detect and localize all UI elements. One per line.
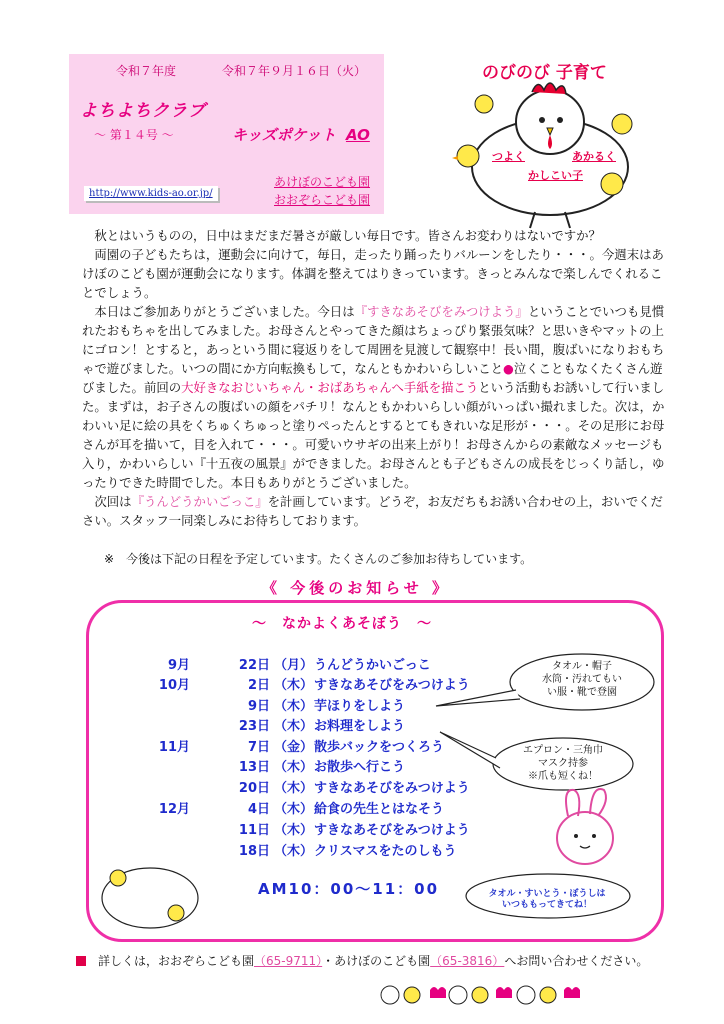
- mascot-tag-strong: つよく: [492, 150, 525, 163]
- bubble-belongings: [516, 660, 648, 699]
- row-event: うんどうかいごっこ: [314, 658, 431, 673]
- previous-theme: 大好きなおじいちゃん・おばあちゃんへ手紙を描こう: [181, 380, 479, 395]
- row-month: 9月: [167, 658, 190, 673]
- ozora-phone[interactable]: （65-9711）: [254, 954, 323, 968]
- row-event: 給食の先生とはなそう: [314, 802, 445, 817]
- report-text-a: 本日はご参加ありがとうございました。今日は: [94, 304, 355, 319]
- mascot-tag-smart: かしこい子: [528, 169, 583, 182]
- row-day: 2日: [247, 678, 270, 693]
- row-day: 18日: [238, 844, 270, 859]
- kindergarten-akebono: あけぼのこども園: [274, 175, 371, 189]
- contact-footer: [76, 952, 648, 969]
- footer-text-c: へお問い合わせください。: [504, 954, 649, 968]
- row-weekday: （月）: [274, 658, 314, 673]
- row-weekday: （木）: [274, 678, 314, 693]
- row-weekday: （木）: [274, 823, 314, 838]
- next-text-b: を計画しています。どうぞ，お友だちもお誘い合わせの上，おいでください。スタッフ一同楽しみにお待ちしております。: [82, 494, 663, 528]
- bubble-tail-2: [440, 732, 500, 768]
- kids-pocket-label: キッズポケット: [232, 126, 336, 144]
- schedule-note: ※ 今後は下記の日程を予定しています。たくさんのご参加お待ちしています。: [104, 552, 533, 566]
- website-link[interactable]: http://www.kids-ao.or.jp/: [84, 186, 218, 201]
- pink-dot-icon: ●: [503, 361, 514, 376]
- row-event: 芋ほりをしよう: [314, 699, 406, 714]
- bubble2-line: マスク持参: [538, 758, 588, 769]
- report-text-b: ということでいつも見慣れたおもちゃを出してみました。お母さんとやってきた顔はちょっぴり緊張気味？と思いきやマットの上にゴロン！とすると，あっという間に寝返りをして周囲を見渡して観察中！長い間，腹ばいになりおもちゃで遊びました。いつの間にか方向転換もして，なんともかわいらしいこと: [82, 304, 665, 376]
- row-weekday: （木）: [274, 844, 314, 859]
- row-day: 9日: [247, 699, 270, 714]
- today-theme: 『すきなあそびをみつけよう』: [354, 304, 528, 319]
- row-day: 4日: [247, 802, 270, 817]
- row-day: 20日: [238, 781, 270, 796]
- mascot-tag-bright: あかるく: [572, 150, 616, 163]
- row-month: 11月: [158, 740, 190, 755]
- row-event: すきなあそびをみつけよう: [314, 781, 470, 796]
- bubble3-line: タオル・すいとう・ぼうしは: [488, 889, 606, 899]
- row-event: すきなあそびをみつけよう: [314, 678, 470, 693]
- report-text-c: 泣くこともなくたくさん遊びました。前回の: [82, 361, 663, 395]
- issue-number: ～ 第１４号 ～: [94, 128, 174, 142]
- mascot-title: のびのび 子育て: [482, 63, 607, 83]
- row-event: 散歩バックをつくろう: [314, 740, 445, 755]
- next-theme: 『うんどうかいごっこ』: [131, 494, 268, 509]
- ao-label: AO: [345, 126, 370, 144]
- row-event: すきなあそびをみつけよう: [314, 823, 470, 838]
- notice-title: 《 今後のお知らせ 》: [262, 579, 451, 597]
- club-name: よちよちクラブ: [80, 101, 206, 121]
- kindergarten-ozora: おおぞらこども園: [274, 193, 371, 207]
- row-weekday: （木）: [274, 781, 314, 796]
- row-month: 10月: [158, 678, 190, 693]
- chick-right: [168, 905, 184, 921]
- row-day: 22日: [238, 658, 270, 673]
- bubble1-line: タオル・帽子: [552, 661, 612, 672]
- bubble3-line: いつももってきてね！: [501, 900, 592, 910]
- row-month: 12月: [158, 802, 190, 817]
- row-day: 13日: [238, 760, 270, 775]
- schedule-subtitle: ～ なかよくあそぼう ～: [252, 616, 432, 632]
- row-event: お散歩へ行こう: [314, 760, 406, 775]
- report-text-d: という活動もお誘いして行いました。まずは，お子さんの腹ばいの顔をパチリ！なんともかわいらしい顔がいっぱい撮れました。次は，かわいい足に絵の具をくちゅくちゅっと塗りぺったんとするとてもきれいな足形が・・・。その足形にお母さんが耳を描いて，目を入れて・・・。可愛いウサギの出来上がり！お母さんからの素敵なメッセージも入り，かわいらしい『十五夜の風景』ができました。お母さんとも子どもさんの成長をじっくり話し，ゆったりできた時間でした。本日もありがとうございました。: [82, 380, 665, 490]
- chick-left: [110, 870, 126, 886]
- akebono-phone[interactable]: （65-3816）: [430, 954, 505, 968]
- row-weekday: （木）: [274, 802, 314, 817]
- fiscal-year: 令和７年度: [116, 64, 177, 78]
- paragraph-sports-day: 両園の子どもたちは，運動会に向けて，毎日，走ったり踊ったりバルーンをしたり・・・。今週末はあけぼのこども園が運動会になります。体調を整えてはりきっています。きっとみんなで楽しんでくれることでしょう。: [82, 247, 664, 300]
- bubble-reminder: [472, 889, 622, 911]
- session-time: AM10：00～11：00: [258, 880, 440, 898]
- bubble2-line: エプロン・三角巾: [523, 745, 603, 756]
- chick-tulip-border-icon: [378, 982, 588, 1008]
- row-day: 11日: [238, 823, 270, 838]
- bubble1-line: い服・靴で登園: [547, 687, 617, 698]
- footer-text-a: 詳しくは，おおぞらこども園: [98, 954, 255, 968]
- row-event: お料理をしよう: [314, 719, 406, 734]
- issue-date: 令和７年９月１６日（火）: [222, 64, 367, 78]
- bubble-tail-1: [436, 690, 520, 706]
- bubble-cooking: [497, 744, 629, 783]
- red-square-icon: [76, 956, 86, 966]
- row-weekday: （木）: [274, 719, 314, 734]
- row-day: 23日: [238, 719, 270, 734]
- next-text-a: 次回は: [94, 494, 132, 509]
- row-weekday: （木）: [274, 699, 314, 714]
- row-event: クリスマスをたのしもう: [314, 844, 457, 859]
- footer-text-b: ・あけぼのこども園: [322, 954, 431, 968]
- paragraph-greeting: 秋とはいうものの，日中はまだまだ暑さが厳しい毎日です。皆さんお変わりはないですか？: [94, 228, 601, 243]
- bubble1-line: 水筒・汚れてもい: [542, 674, 622, 685]
- row-day: 7日: [247, 740, 270, 755]
- row-weekday: （木）: [274, 760, 314, 775]
- row-weekday: （金）: [274, 740, 314, 755]
- bunny-head: [557, 812, 613, 864]
- bubble2-line: ※爪も短くね！: [528, 771, 598, 782]
